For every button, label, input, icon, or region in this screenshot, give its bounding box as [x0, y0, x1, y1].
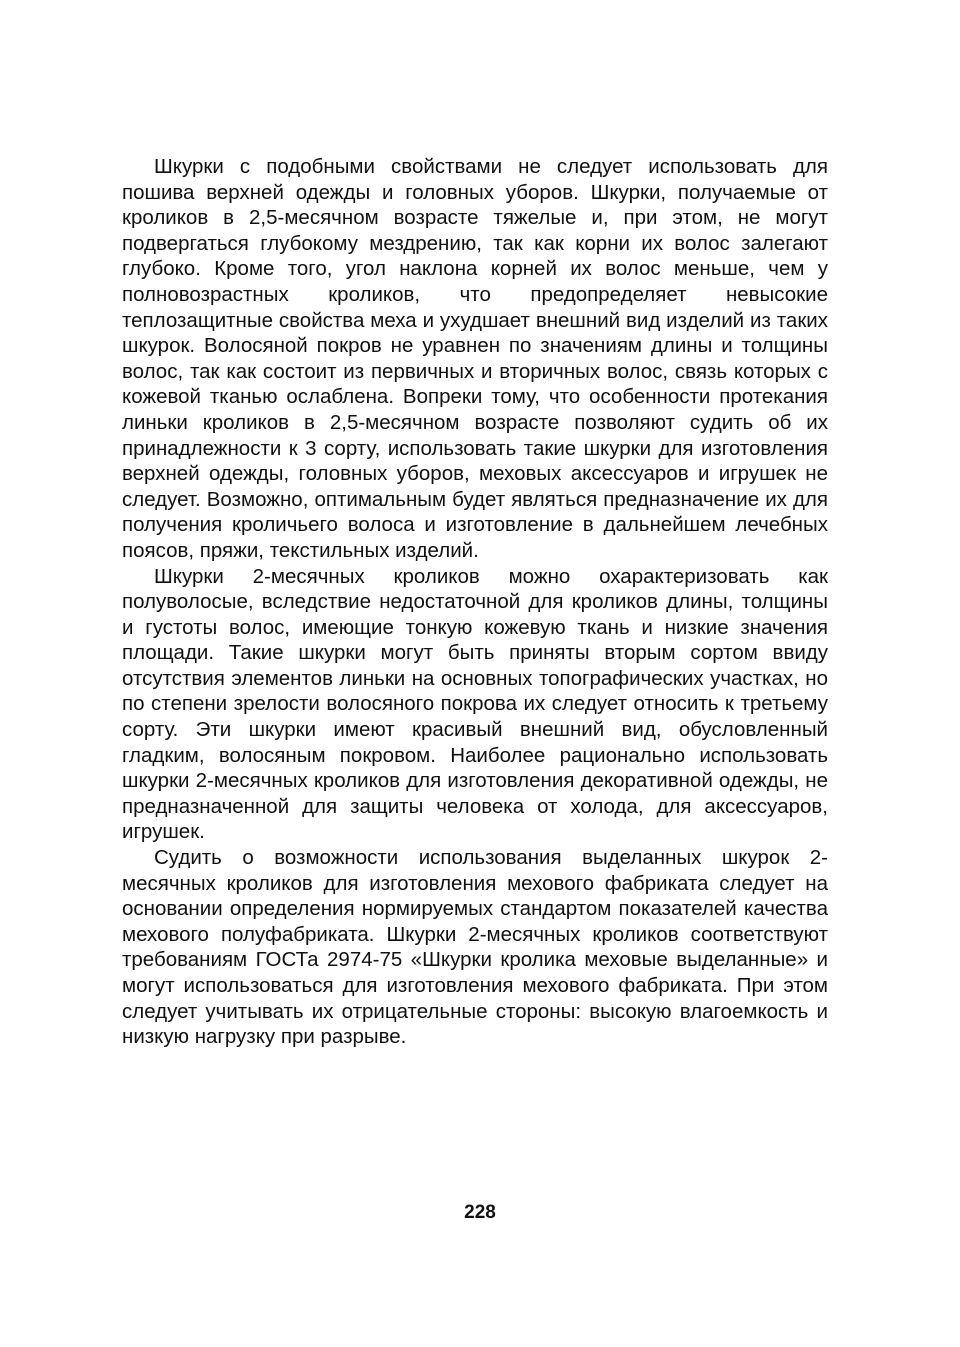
paragraph-1: Шкурки с подобными свойствами не следует использовать для пошива верхней одежды и головных уборов. Шкурки, получаемые от кроликов в 2,5-месячном возрасте тяжелые и, при этом, не могут подвергаться глубокому мездрению, так как корни их волос залегают глубоко. Кроме того, угол наклона корней их волос меньше, чем у полновозрастных кроликов, что предопределяет невысокие теплозащитные свойства меха и ухудшает внешний вид изделий из таких шкурок. Волосяной покров не уравнен по значениям длины и толщины волос, так как состоит из первичных и вторичных волос, связь которых с кожевой тканью ослаблена. Вопреки тому, что особенности протекания линьки кроликов в 2,5-месячном возрасте позволяют судить об их принадлежности к 3 сорту, использовать такие шкурки для изготовления верхней одежды, головных уборов, меховых аксессуаров и игрушек не следует. Возможно, оптимальным будет являться предназначение их для получения кроличьего волоса и изготовление в дальнейшем лечебных поясов, пряжи, текстильных изделий.	[122, 155, 828, 562]
page-number: 228	[464, 1202, 496, 1223]
paragraph-2: Шкурки 2-месячных кроликов можно охарактеризовать как полуволосые, вследствие недостаточной для кроликов длины, толщины и густоты волос, имеющие тонкую кожевую ткань и низкие значения площади. Такие шкурки могут быть приняты вторым сортом ввиду отсутствия элементов линьки на основных топографических участках, но по степени зрелости волосяного покрова их следует относить к третьему сорту. Эти шкурки имеют красивый внешний вид, обусловленный гладким, волосяным покровом. Наиболее рационально использовать шкурки 2-месячных кроликов для изготовления декоративной одежды, не предназначенной для защиты человека от холода, для аксессуаров, игрушек.	[122, 564, 828, 844]
paragraph-3: Судить о возможности использования выделанных шкурок 2-месячных кроликов для изготовления мехового фабриката следует на основании определения нормируемых стандартом показателей качества мехового полуфабриката. Шкурки 2-месячных кроликов соответствуют требованиям ГОСТа 2974-75 «Шкурки кролика меховые выделанные» и могут использоваться для изготовления мехового фабриката. При этом следует учитывать их отрицательные стороны: высокую влагоемкость и низкую нагрузку при разрыве.	[122, 846, 828, 1049]
body-text	[122, 154, 828, 1050]
